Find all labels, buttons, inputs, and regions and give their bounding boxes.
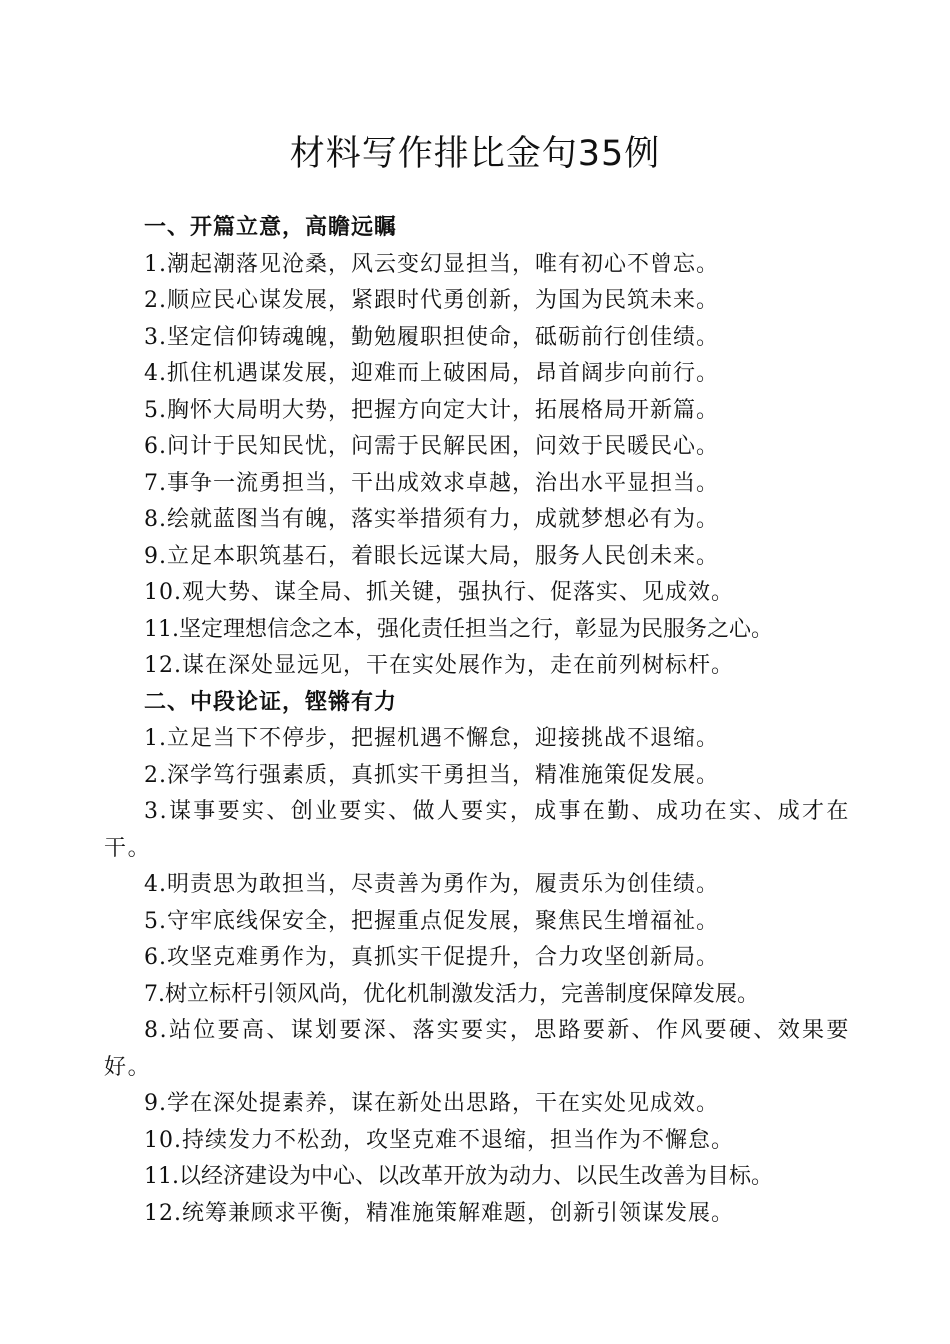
list-item: 6.问计于民知民忧，问需于民解民困，问效于民暖民心。 — [144, 434, 719, 459]
list-item: 11.以经济建设为中心、以改革开放为动力、以民生改善为目标。 — [144, 1164, 773, 1189]
list-item: 9.立足本职筑基石，着眼长远谋大局，服务人民创未来。 — [144, 543, 719, 569]
list-item: 7.事争一流勇担当，干出成效求卓越，治出水平显担当。 — [144, 470, 719, 496]
list-item: 7.树立标杆引领风尚，优化机制激发活力，完善制度保障发展。 — [144, 981, 759, 1007]
section-heading-argument: 二、中段论证，铿锵有力 — [144, 689, 398, 715]
list-item: 4.抓住机遇谋发展，迎难而上破困局，昂首阔步向前行。 — [144, 361, 719, 386]
list-item: 5.守牢底线保安全，把握重点促发展，聚焦民生增福祉。 — [144, 908, 719, 934]
list-item: 2.顺应民心谋发展，紧跟时代勇创新，为国为民筑未来。 — [144, 288, 719, 313]
list-item: 6.攻坚克难勇作为，真抓实干促提升，合力攻坚创新局。 — [144, 945, 719, 970]
list-item: 8.绘就蓝图当有魄，落实举措须有力，成就梦想必有为。 — [144, 507, 719, 532]
list-item: 4.明责思为敢担当，尽责善为勇作为，履责乐为创佳绩。 — [144, 872, 719, 897]
list-item: 1.立足当下不停步，把握机遇不懈怠，迎接挑战不退缩。 — [144, 726, 719, 751]
list-item: 12.谋在深处显远见，干在实处展作为，走在前列树标杆。 — [144, 653, 734, 678]
list-item: 2.深学笃行强素质，真抓实干勇担当，精准施策促发展。 — [144, 762, 719, 788]
list-item: 1.潮起潮落见沧桑，风云变幻显担当，唯有初心不曾忘。 — [144, 251, 719, 277]
list-item: 10.持续发力不松劲，攻坚克难不退缩，担当作为不懈怠。 — [144, 1127, 734, 1153]
document-body — [104, 210, 850, 1232]
list-item: 3.谋事要实、创业要实、做人要实，成事在勤、成功在实、成才在干。 — [104, 799, 850, 861]
list-item: 8.站位要高、谋划要深、落实要实，思路要新、作风要硬、效果要好。 — [104, 1018, 850, 1080]
list-item: 12.统筹兼顾求平衡，精准施策解难题，创新引领谋发展。 — [144, 1200, 734, 1226]
page-title: 材料写作排比金句35例 — [289, 134, 661, 174]
list-item: 3.坚定信仰铸魂魄，勤勉履职担使命，砥砺前行创佳绩。 — [144, 324, 719, 350]
list-item: 10.观大势、谋全局、抓关键，强执行、促落实、见成效。 — [144, 580, 734, 605]
list-item: 5.胸怀大局明大势，把握方向定大计，拓展格局开新篇。 — [144, 397, 719, 423]
list-item: 9.学在深处提素养，谋在新处出思路，干在实处见成效。 — [144, 1091, 719, 1116]
section-heading-opening: 一、开篇立意，高瞻远瞩 — [144, 215, 398, 240]
list-item: 11.坚定理想信念之本，强化责任担当之行，彰显为民服务之心。 — [144, 616, 773, 642]
